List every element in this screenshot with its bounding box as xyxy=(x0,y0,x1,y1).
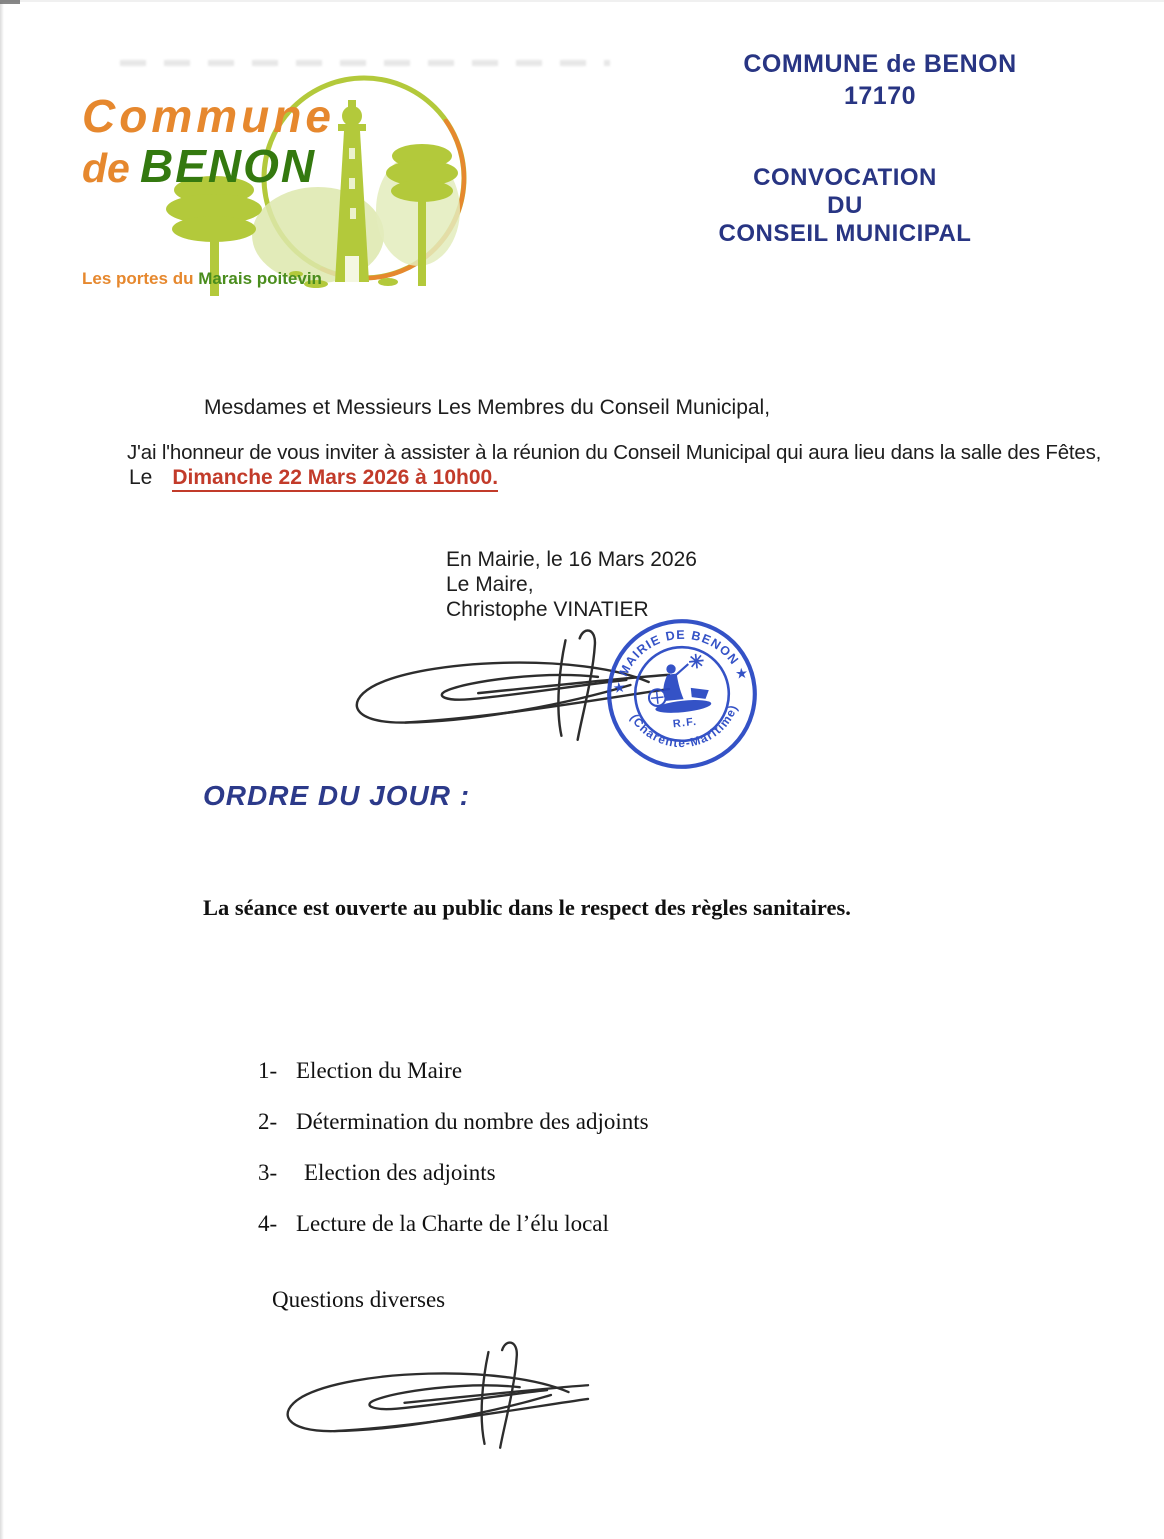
meeting-date-line xyxy=(129,466,498,490)
logo-word-de: de xyxy=(82,145,130,191)
signature-scribble xyxy=(258,1336,590,1454)
agenda-item-label: Lecture de la Charte de l’élu local xyxy=(296,1211,609,1236)
stamp-emblem xyxy=(645,653,712,716)
logo-word-benon: BENON xyxy=(140,140,317,192)
stamp-top-text: ★ MAIRIE DE BENON ★ xyxy=(611,627,751,695)
agenda-item-number: 4- xyxy=(258,1211,278,1236)
agenda-item-number: 2- xyxy=(258,1109,278,1134)
signer-title: Le Maire, xyxy=(446,573,534,596)
public-notice: La séance est ouverte au public dans le respect des règles sanitaires. xyxy=(203,895,851,920)
signer-name: Christophe VINATIER xyxy=(446,598,649,621)
agenda-item-number: 1- xyxy=(258,1058,278,1083)
agenda-item xyxy=(258,1160,649,1186)
scan-edge-top xyxy=(0,0,1164,2)
agenda-item-label: Election du Maire xyxy=(296,1058,463,1083)
commune-logo xyxy=(66,50,478,308)
convocation-line: CONVOCATION xyxy=(753,164,937,191)
agenda-item xyxy=(258,1109,649,1135)
agenda-item-label: Détermination du nombre des adjoints xyxy=(296,1109,649,1134)
logo-tagline: Les portes du Marais poitevin xyxy=(82,269,322,288)
header-commune-block xyxy=(692,48,1068,112)
logo-word-commune: Commune xyxy=(82,90,335,142)
agenda-item xyxy=(258,1058,649,1084)
agenda-list xyxy=(258,1058,649,1262)
convocation-line: CONSEIL MUNICIPAL xyxy=(718,220,972,247)
convocation-line: DU xyxy=(827,192,863,219)
scan-edge-corner xyxy=(0,0,20,4)
agenda-item-number: 3- xyxy=(258,1160,278,1185)
agenda-item-label: Election des adjoints xyxy=(304,1160,496,1185)
meeting-date-highlight: Dimanche 22 Mars 2026 à 10h00. xyxy=(172,466,498,492)
place-date-line: En Mairie, le 16 Mars 2026 xyxy=(446,548,697,571)
agenda-heading: ORDRE DU JOUR : xyxy=(203,780,471,811)
invitation-line: J'ai l'honneur de vous inviter à assister à la réunion du Conseil Municipal qui aura lieu dans la salle des Fêtes, xyxy=(127,441,1102,464)
salutation-line: Mesdames et Messieurs Les Membres du Conseil Municipal, xyxy=(204,396,771,419)
questions-diverses: Questions diverses xyxy=(272,1287,446,1312)
signature-block xyxy=(446,547,697,622)
stamp-rf-text: R.F. xyxy=(672,715,698,731)
header-postal-code: 17170 xyxy=(843,82,917,110)
header-convocation-block xyxy=(660,164,1030,248)
stamp-bottom-text: (Charente-Maritime) xyxy=(627,702,741,751)
date-prefix: Le xyxy=(129,466,153,489)
scan-edge-left xyxy=(0,0,4,1539)
header-commune-name: COMMUNE de BENON xyxy=(743,50,1017,78)
official-stamp xyxy=(596,608,767,779)
agenda-item xyxy=(258,1211,649,1237)
